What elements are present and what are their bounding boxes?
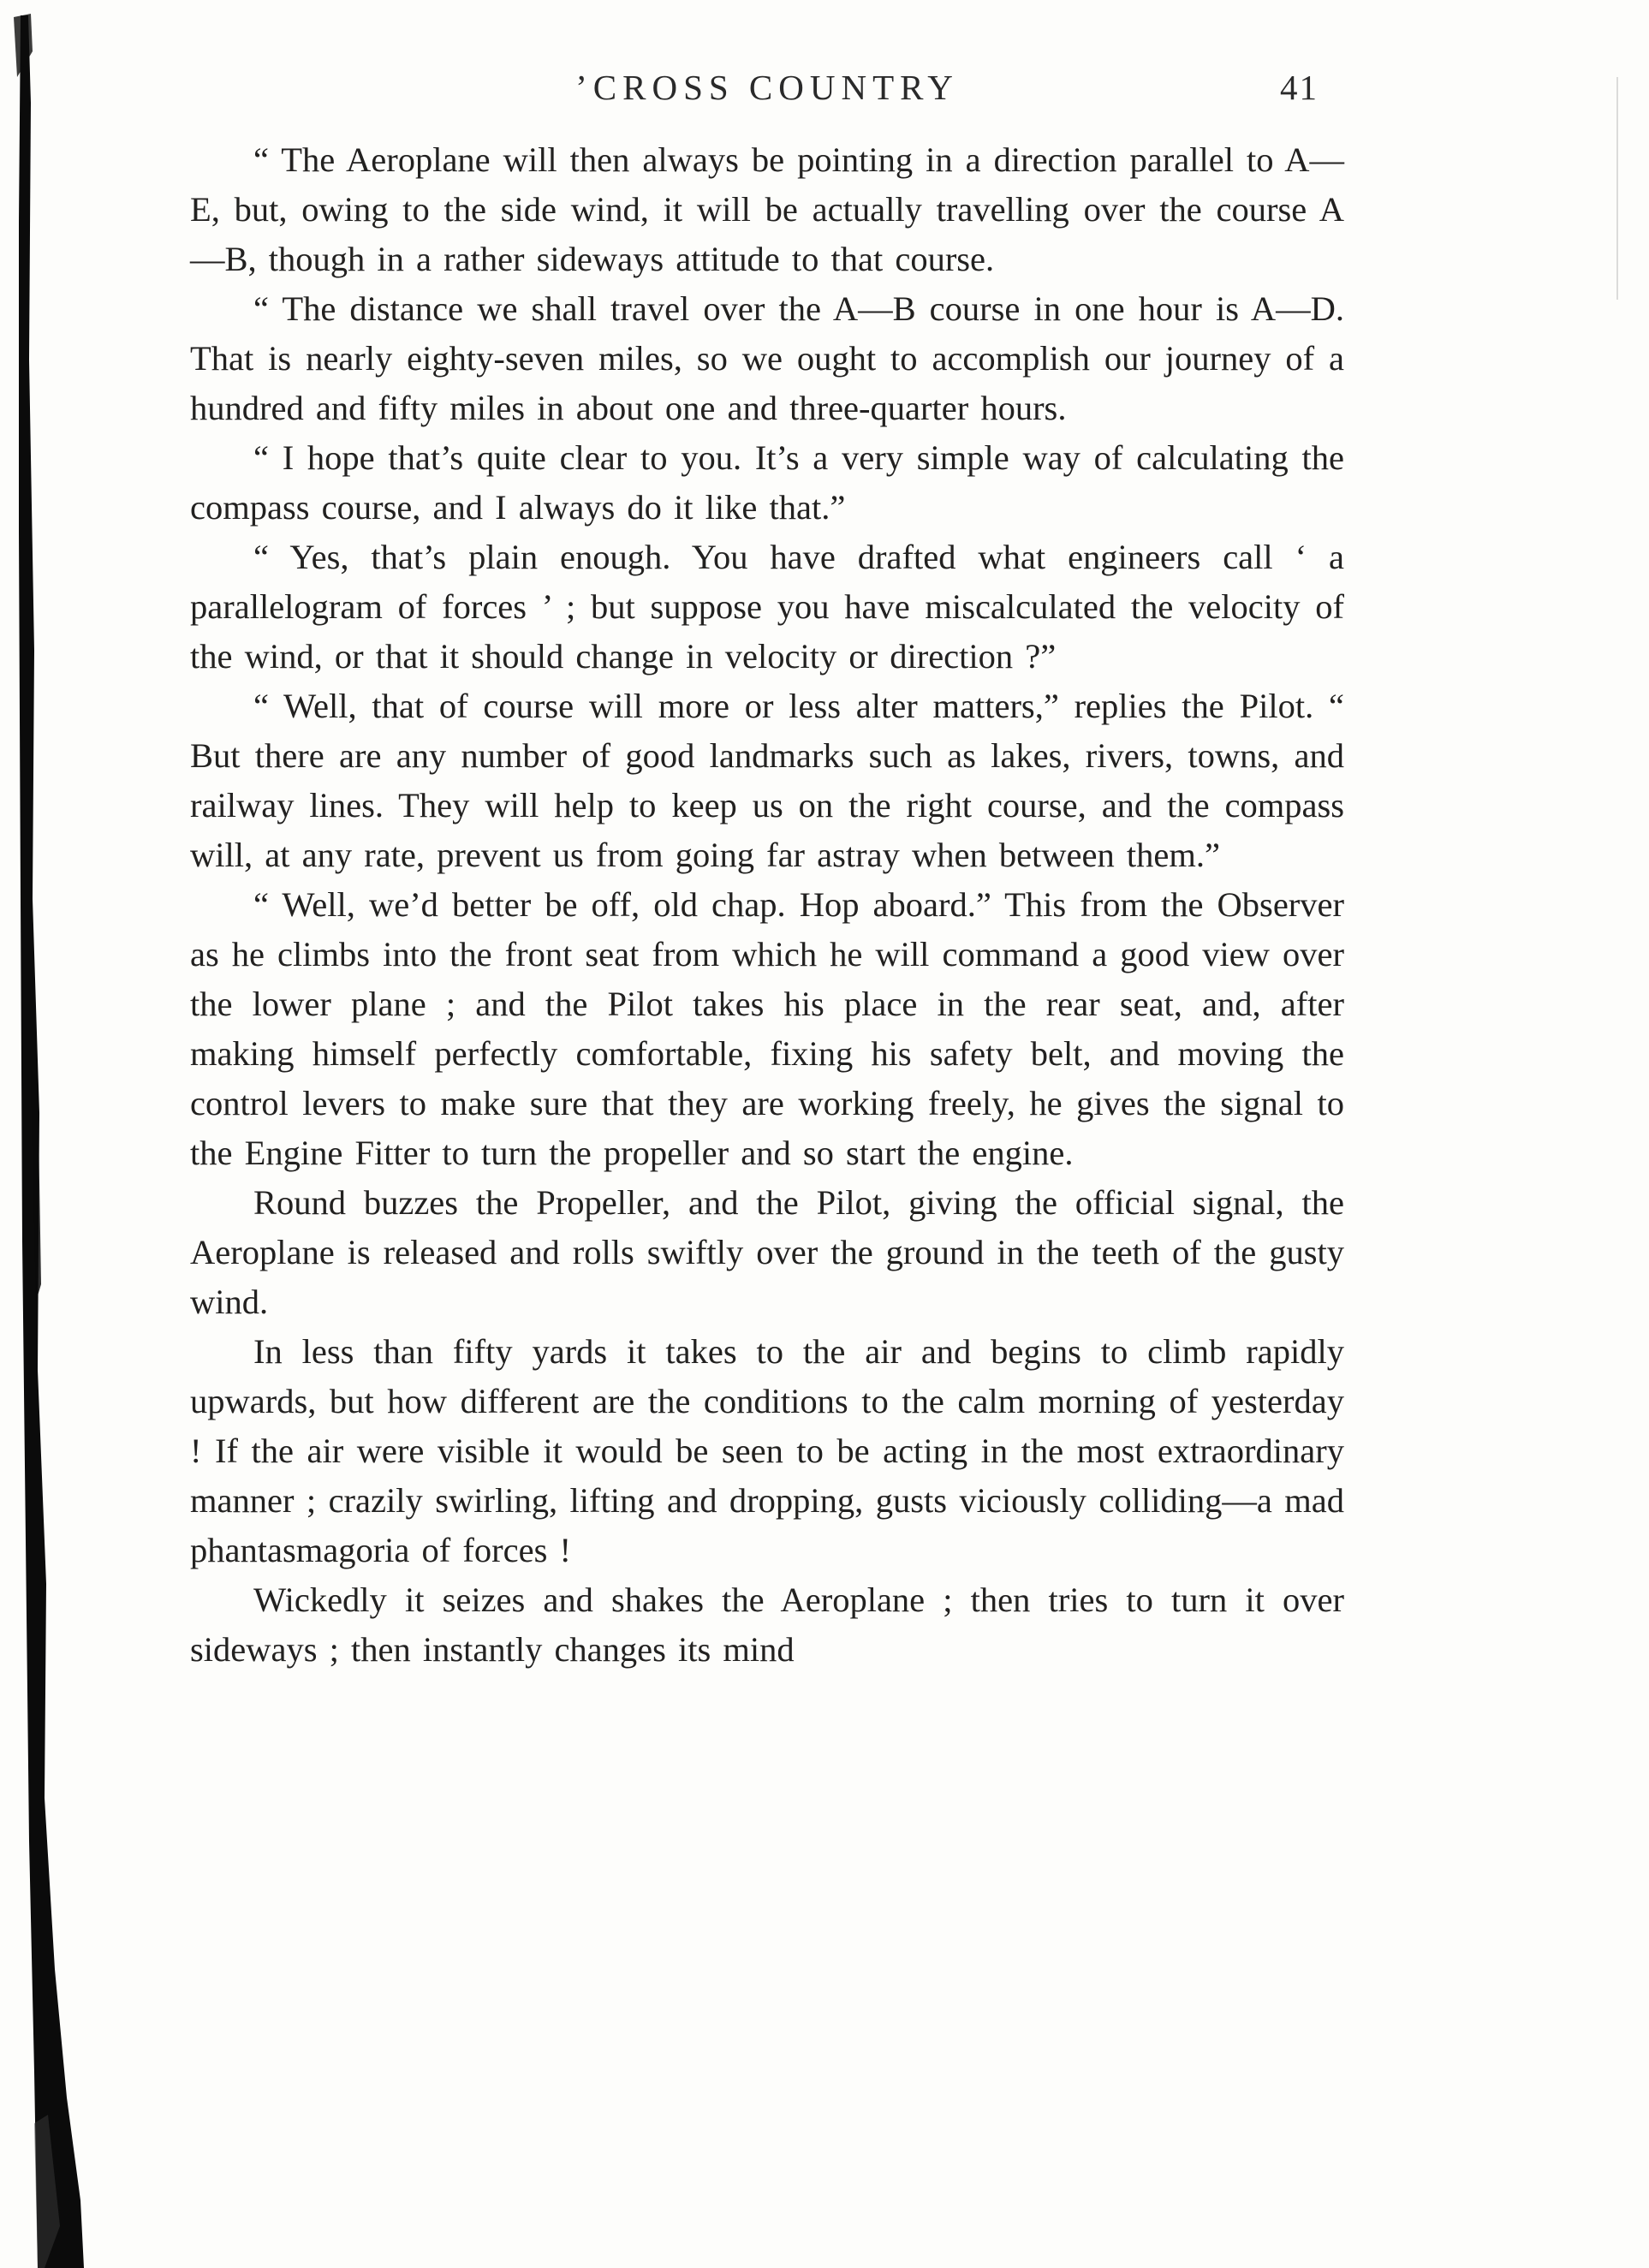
paragraph: “ Well, we’d better be off, old chap. Hop aboard.” This from the Observer as he climbs into the front seat from which he will command a good view over the lower plane ; and the Pilot takes his place in the rear seat, and, after making himself perfectly comfortable, fixing his safety belt, and moving the control levers to make sure that they are working freely, he gives the signal to the Engine Fitter to turn the propeller and so start the engine. (190, 885, 1344, 1172)
book-binding-edge (0, 0, 94, 2268)
running-title: ’CROSS COUNTRY (575, 68, 959, 107)
paragraph: “ The distance we shall travel over the A—B course in one hour is A—D. That is nearly eighty-seven miles, so we ought to accomplish our journey of a hundred and fifty miles in about one and three-quarter hours. (190, 289, 1344, 427)
paragraph: “ Well, that of course will more or less alter matters,” replies the Pilot. “ But there are any number of good landmarks such as lakes, rivers, towns, and railway lines. They will help to keep us on the right course, and the compass will, at any rate, prevent us from going far astray when between them.” (190, 687, 1344, 874)
paragraph: “ I hope that’s quite clear to you. It’s a very simple way of calculating the compass course, and I always do it like that.” (190, 438, 1344, 527)
page-content (190, 67, 1344, 1675)
paragraph: In less than fifty yards it takes to the air and begins to climb rapidly upwards, but how different are the conditions to the calm morning of yesterday ! If the air were visible it would be seen to be acting in the most extraordinary manner ; crazily swirling, lifting and dropping, gusts viciously colliding—a mad phantasmagoria of forces ! (190, 1332, 1344, 1569)
body-text (190, 135, 1344, 1675)
paragraph: “ Yes, that’s plain enough. You have drafted what engineers call ‘ a parallelogram of forces ’ ; but suppose you have miscalculated the velocity of the wind, or that it should change in velocity or direction ?” (190, 538, 1344, 676)
paragraph: Wickedly it seizes and shakes the Aeroplane ; then tries to turn it over sideways ; then instantly changes its mind (190, 1580, 1344, 1669)
running-header (190, 67, 1344, 120)
paragraph: “ The Aeroplane will then always be pointing in a direction parallel to A—E, but, owing to the side wind, it will be actually travelling over the course A—B, though in a rather sideways attitude to that course. (190, 140, 1344, 278)
page-number: 41 (1280, 68, 1319, 107)
scan-artifact-line (1616, 77, 1618, 300)
paragraph: Round buzzes the Propeller, and the Pilot, giving the official signal, the Aeroplane is released and rolls swiftly over the ground in the teeth of the gusty wind. (190, 1183, 1344, 1321)
